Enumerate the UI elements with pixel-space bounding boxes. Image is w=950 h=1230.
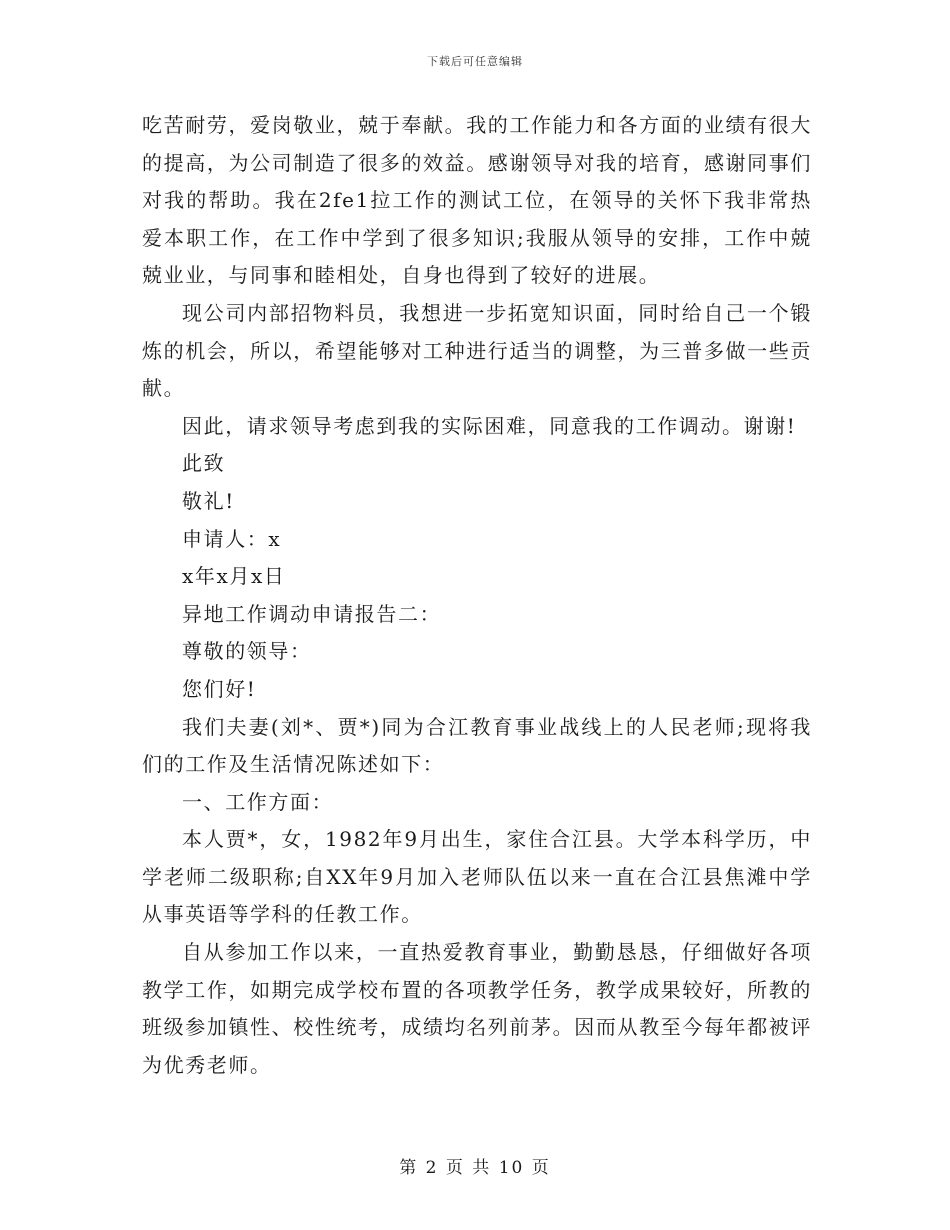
paragraph: 我们夫妻(刘*、贾*)同为合江教育事业战线上的人民老师;现将我们的工作及生活情况陈述如下：: [142, 714, 812, 777]
document-body: [142, 107, 812, 1084]
paragraph: 因此，请求领导考虑到我的实际困难，同意我的工作调动。谢谢!: [182, 413, 797, 438]
paragraph: 现公司内部招物料员，我想进一步拓宽知识面，同时给自己一个锻炼的机会，所以，希望能够对工种进行适当的调整，为三普多做一些贡献。: [142, 300, 812, 401]
paragraph: 尊敬的领导：: [182, 639, 312, 664]
paragraph: 本人贾*，女，1982年9月出生，家住合江县。大学本科学历，中学老师二级职称;自XX年9月加入老师队伍以来一直在合江县焦滩中学从事英语等学科的任教工作。: [142, 827, 812, 927]
paragraph: x年x月x日: [182, 564, 286, 589]
paragraph: 自从参加工作以来，一直热爱教育事业，勤勤恳恳，仔细做好各项教学工作，如期完成学校布置的各项教学任务，教学成果较好，所教的班级参加镇性、校性统考，成绩均名列前茅。因而从教至今每年都被评为优秀老师。: [142, 940, 812, 1077]
paragraph: 吃苦耐劳，爱岗敬业，兢于奉献。我的工作能力和各方面的业绩有很大的提高，为公司制造了很多的效益。感谢领导对我的培育，感谢同事们对我的帮助。我在2fe1拉工作的测试工位，在领导的关怀下我非常热爱本职工作，在工作中学到了很多知识;我服从领导的安排，工作中兢兢业业，与同事和睦相处，自身也得到了较好的进展。: [142, 113, 812, 288]
paragraph: 异地工作调动申请报告二：: [182, 601, 442, 626]
paragraph: 此致: [182, 451, 226, 476]
page-number: 第 2 页 共 10 页: [399, 1158, 551, 1178]
paragraph: 敬礼!: [182, 488, 235, 513]
paragraph: 一、工作方面：: [182, 789, 334, 814]
paragraph: 申请人：x: [182, 526, 282, 551]
paragraph: 您们好!: [182, 676, 257, 701]
page-header: 下载后可任意编辑: [427, 55, 523, 68]
